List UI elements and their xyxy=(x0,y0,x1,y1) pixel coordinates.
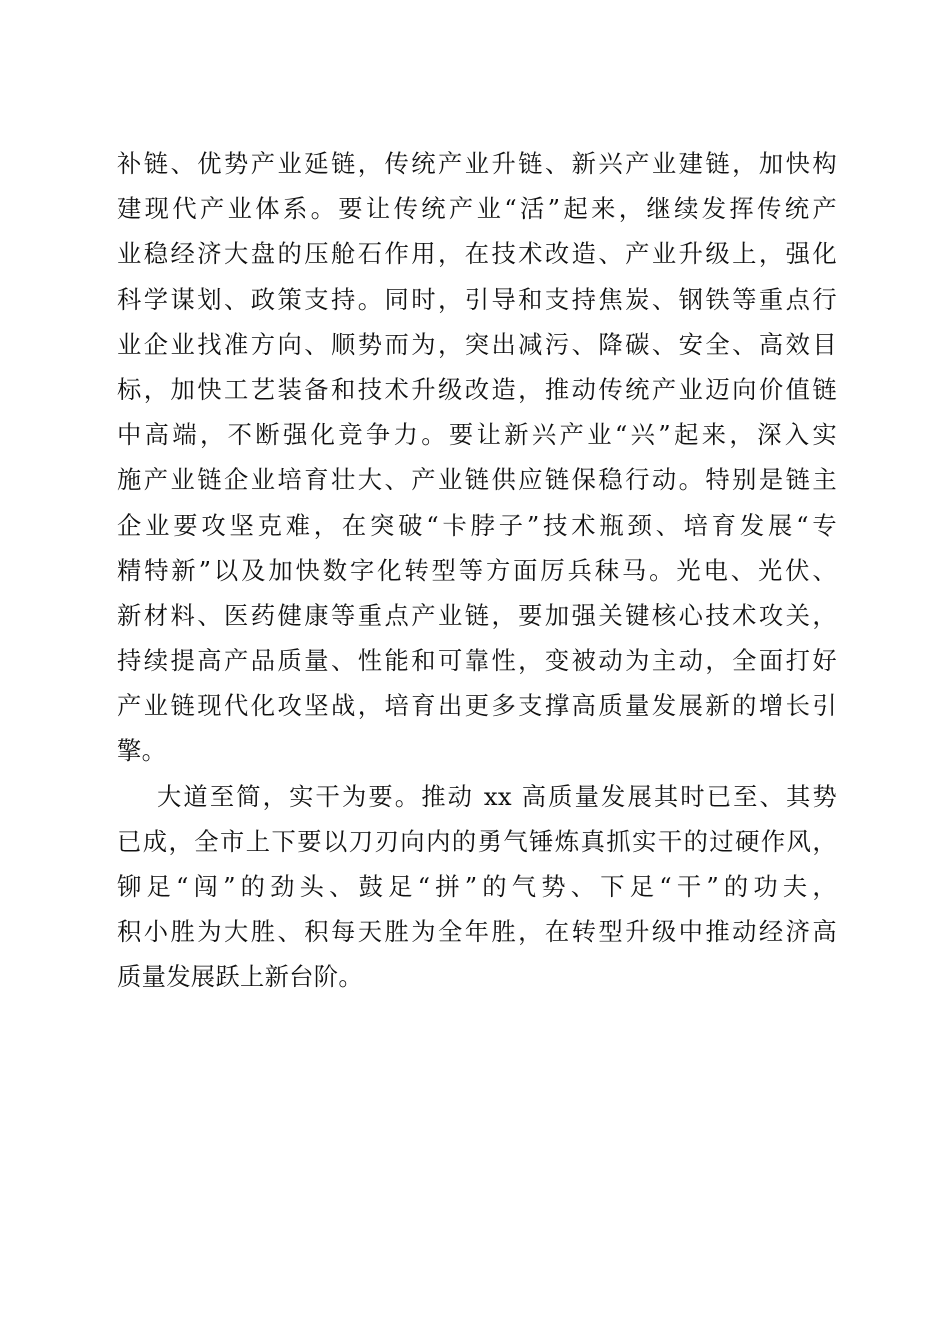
text-line: 产业链现代化攻坚战，培育出更多支撑高质量发展新的增长引 xyxy=(117,691,837,721)
text-line: 建现代产业体系。要让传统产业“活”起来，继续发挥传统产 xyxy=(117,194,837,224)
text-line: 精特新”以及加快数字化转型等方面厉兵秣马。光电、光伏、 xyxy=(117,555,837,585)
text-line: 大道至简，实干为要。推动 xx 高质量发展其时已至、其势 xyxy=(157,781,837,811)
text-line: 铆足“闯”的劲头、鼓足“拼”的气势、下足“干”的功夫， xyxy=(117,872,837,901)
text-line: 企业要攻坚克难，在突破“卡脖子”技术瓶颈、培育发展“专 xyxy=(117,510,837,540)
text-line: 科学谋划、政策支持。同时，引导和支持焦炭、钢铁等重点行 xyxy=(117,284,837,314)
paragraph-conclusion xyxy=(117,774,837,1000)
text-line: 业企业找准方向、顺势而为，突出减污、降碳、安全、高效目 xyxy=(117,329,837,359)
text-line: 中高端，不断强化竞争力。要让新兴产业“兴”起来，深入实 xyxy=(117,420,837,450)
text-line: 质量发展跃上新台阶。 xyxy=(117,962,363,992)
text-line: 擎。 xyxy=(117,736,167,766)
text-line: 施产业链企业培育壮大、产业链供应链保稳行动。特别是链主 xyxy=(117,465,837,495)
document-body xyxy=(117,141,837,1000)
text-line: 积小胜为大胜、积每天胜为全年胜，在转型升级中推动经济高 xyxy=(117,917,837,947)
text-line: 业稳经济大盘的压舱石作用，在技术改造、产业升级上，强化 xyxy=(117,239,837,269)
text-line: 补链、优势产业延链，传统产业升链、新兴产业建链，加快构 xyxy=(117,149,837,178)
text-line: 持续提高产品质量、性能和可靠性，变被动为主动，全面打好 xyxy=(117,646,837,676)
text-line: 新材料、医药健康等重点产业链，要加强关键核心技术攻关， xyxy=(117,600,837,630)
paragraph-industry-chain xyxy=(117,141,837,774)
text-line: 已成，全市上下要以刀刃向内的勇气锤炼真抓实干的过硬作风， xyxy=(117,826,837,856)
text-line: 标，加快工艺装备和技术升级改造，推动传统产业迈向价值链 xyxy=(117,374,837,404)
